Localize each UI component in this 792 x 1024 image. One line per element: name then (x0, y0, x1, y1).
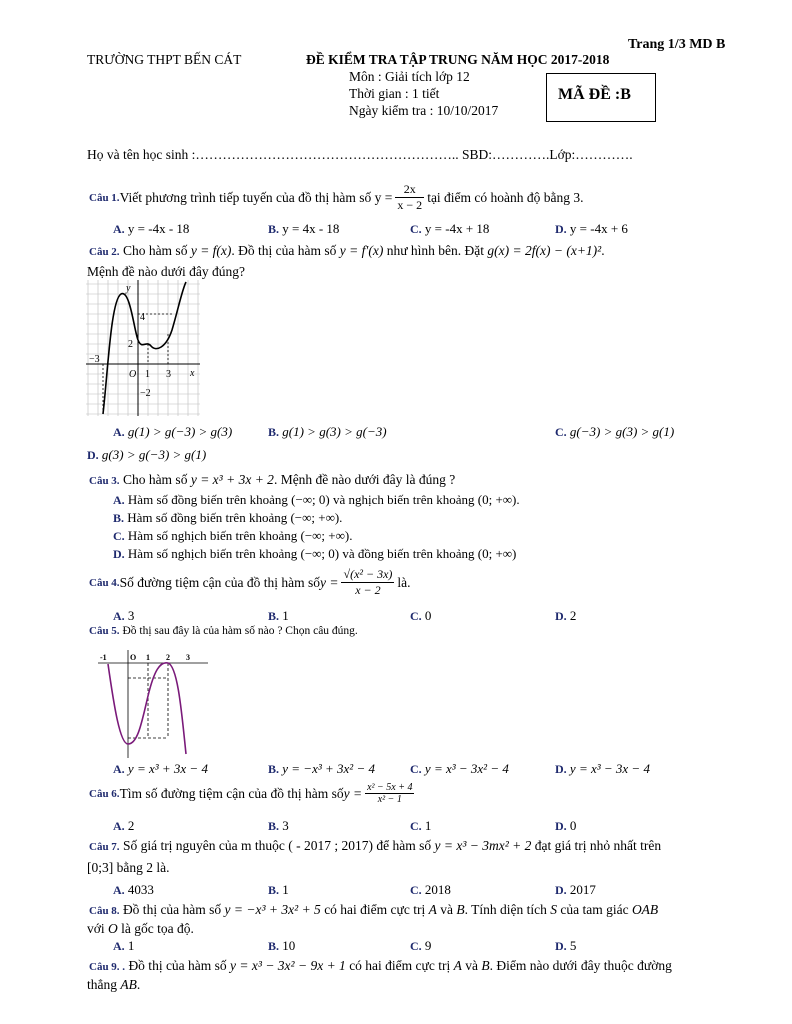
q4-option-d: D. 2 (555, 608, 577, 623)
q3-option-a: A. Hàm số đồng biến trên khoảng (−∞; 0) và nghịch biến trên khoảng (0; +∞). (113, 492, 520, 507)
q7-option-b: B. 1 (268, 882, 289, 897)
exam-code-box (546, 73, 656, 122)
question-7-label: Câu 7. (89, 841, 120, 853)
question-1 (89, 182, 584, 213)
q2-derivative-graph (86, 280, 200, 416)
question-3: Câu 3. Cho hàm số y = x³ + 3x + 2. Mệnh đề nào dưới đây là đúng ? (89, 472, 456, 487)
question-4-label: Câu 4. (89, 576, 120, 589)
q2-option-d: D. g(3) > g(−3) > g(1) (87, 447, 207, 462)
question-4: Câu 4. Số đường tiệm cận của đồ thị hàm số y = $\frac{\text{√(x² − 3x)}}{x - 2}$ là. (89, 567, 411, 597)
graph-label-origin: O (129, 369, 137, 380)
q4-option-a: A. 3 (113, 608, 135, 623)
question-9-label: Câu 9. . (89, 961, 126, 973)
q1-option-b: B. y = 4x - 18 (268, 221, 340, 236)
fraction-denominator: x − 2 (341, 582, 394, 598)
q8-option-d: D. 5 (555, 938, 577, 953)
q2-option-c: C. g(−3) > g(3) > g(1) (555, 424, 675, 439)
q7-option-d: D. 2017 (555, 882, 596, 897)
graph-label-origin: O (130, 653, 137, 662)
cubic-curve (108, 663, 186, 754)
question-8-line2: với O là gốc tọa độ. (87, 921, 194, 936)
q5-cubic-graph (90, 646, 210, 758)
fraction-denominator: x² − 1 (365, 793, 414, 805)
q8-option-c: C. 9 (410, 938, 432, 953)
subject: Môn : Giải tích lớp 12 (349, 69, 470, 84)
q2-option-b: B. g(1) > g(3) > g(−3) (268, 424, 387, 439)
question-5: Câu 5. Đồ thị sau đây là của hàm số nào ? Chọn câu đúng. (89, 625, 358, 637)
q8-option-b: B. 10 (268, 938, 296, 953)
question-6-label: Câu 6. (89, 787, 120, 800)
graph-label-1: 1 (146, 653, 150, 662)
question-6-fraction (365, 782, 414, 805)
question-2-label: Câu 2. (89, 246, 120, 258)
q7-option-a: A. 4033 (113, 882, 154, 897)
q5-option-c: C. y = x³ − 3x² − 4 (410, 761, 509, 776)
question-2: Câu 2. Cho hàm số y = f(x). Đồ thị của hàm số y = f′(x) như hình bên. Đặt g(x) = 2f(x) − (x+1)². (89, 243, 605, 258)
graph-label-4: 4 (140, 312, 145, 323)
fraction-numerator: √(x² − 3x) (343, 567, 393, 581)
graph-label-x: x (190, 368, 195, 379)
q1-option-d: D. y = -4x + 6 (555, 221, 628, 236)
fraction-numerator: x² − 5x + 4 (367, 782, 413, 793)
school-name: TRƯỜNG THPT BẾN CÁT (87, 52, 242, 67)
q2-option-a: A. g(1) > g(−3) > g(3) (113, 424, 233, 439)
graph-label-3: 3 (166, 369, 171, 380)
student-info-line: Họ và tên học sinh :………………………………………………….. SBD:………….Lớp:…………. (87, 147, 633, 162)
question-1-fraction (395, 182, 424, 213)
q6-option-b: B. 3 (268, 818, 289, 833)
question-3-label: Câu 3. (89, 475, 120, 487)
q1-option-c: C. y = -4x + 18 (410, 221, 490, 236)
graph-label-minus1: -1 (100, 653, 107, 662)
exam-date: Ngày kiểm tra : 10/10/2017 (349, 103, 499, 118)
q6-option-a: A. 2 (113, 818, 135, 833)
page-number: Trang 1/3 MD B (628, 37, 726, 52)
question-7-line2: [0;3] bằng 2 là. (87, 860, 170, 875)
fraction-denominator: x − 2 (397, 198, 423, 212)
graph-label-3: 3 (186, 653, 190, 662)
q6-option-d: D. 0 (555, 818, 577, 833)
graph-label-minus2: −2 (140, 388, 151, 399)
question-9: Câu 9. . Đồ thị của hàm số y = x³ − 3x² − 9x + 1 có hai điểm cực trị A và B. Điểm nào dưới đây thuộc đường (89, 958, 672, 973)
q4-option-c: C. 0 (410, 608, 432, 623)
q5-option-a: A. y = x³ + 3x − 4 (113, 761, 208, 776)
question-8-label: Câu 8. (89, 905, 120, 917)
question-1-text: Viết phương trình tiếp tuyến của đồ thị hàm số y = (119, 189, 393, 205)
question-8: Câu 8. Đồ thị của hàm số y = −x³ + 3x² + 5 có hai điểm cực trị A và B. Tính diện tích S của tam giác OAB (89, 902, 659, 917)
q5-option-d: D. y = x³ − 3x − 4 (555, 761, 650, 776)
q4-option-b: B. 1 (268, 608, 289, 623)
q3-option-c: C. Hàm số nghịch biến trên khoảng (−∞; +∞). (113, 528, 353, 543)
q7-option-c: C. 2018 (410, 882, 451, 897)
duration: Thời gian : 1 tiết (349, 86, 440, 101)
q3-option-b: B. Hàm số đồng biến trên khoảng (−∞; +∞). (113, 510, 343, 525)
q1-option-a: A. y = -4x - 18 (113, 221, 190, 236)
graph-label-y: y (126, 283, 131, 294)
fraction-numerator: 2x (403, 182, 416, 196)
question-2-line2: Mệnh đề nào dưới đây đúng? (87, 264, 246, 279)
exam-code: MÃ ĐỀ :B (558, 86, 631, 103)
graph-label-2: 2 (128, 339, 133, 350)
q5-option-b: B. y = −x³ + 3x² − 4 (268, 761, 375, 776)
graph-label-1: 1 (145, 369, 150, 380)
q3-option-d: D. Hàm số nghịch biến trên khoảng (−∞; 0) và đồng biến trên khoảng (0; +∞) (113, 546, 517, 561)
q6-option-c: C. 1 (410, 818, 432, 833)
graph-label-minus3: −3 (89, 354, 100, 365)
question-5-label: Câu 5. (89, 625, 120, 637)
graph-label-2: 2 (166, 653, 170, 662)
q8-option-a: A. 1 (113, 938, 135, 953)
exam-title: ĐỀ KIỂM TRA TẬP TRUNG NĂM HỌC 2017-2018 (306, 52, 610, 67)
question-1-label: Câu 1. (89, 191, 120, 204)
question-4-fraction (341, 567, 394, 598)
question-1-text-end: tại điểm có hoành độ bằng 3. (427, 189, 584, 205)
question-9-line2: thẳng AB. (87, 977, 141, 992)
question-6: Câu 6. Tìm số đường tiệm cận của đồ thị hàm số y = $\frac{\text{x² − 5x + 4}}{\text{x² − 1}}$ (89, 782, 413, 805)
question-7: Câu 7. Số giá trị nguyên của m thuộc ( - 2017 ; 2017) để hàm số y = x³ − 3mx² + 2 đạt giá trị nhỏ nhất trên (89, 838, 662, 853)
